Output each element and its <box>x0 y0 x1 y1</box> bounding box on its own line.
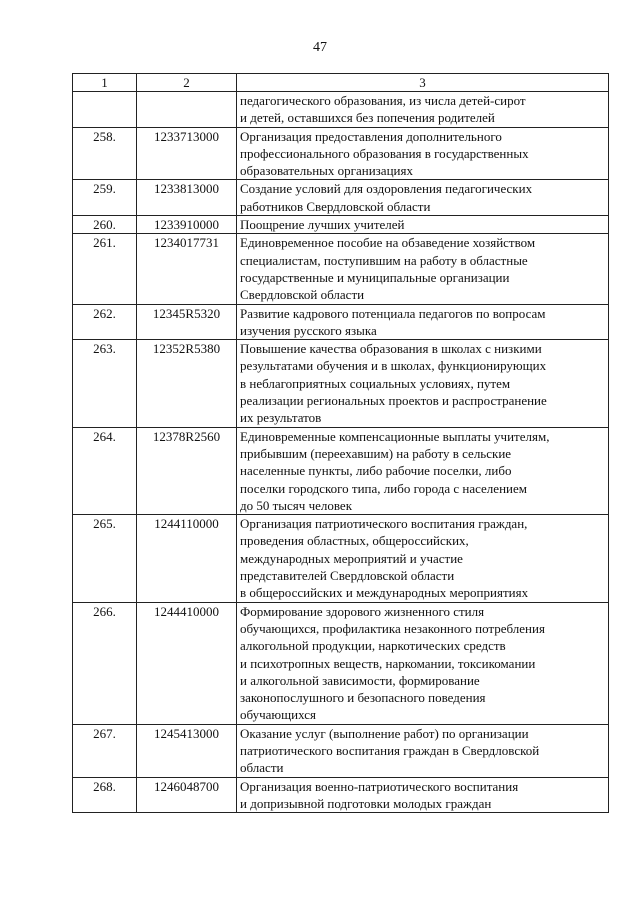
description-line: и психотропных веществ, наркомании, токсикомании <box>240 655 536 671</box>
row-number-cell: 258. <box>73 127 137 180</box>
description-line: Единовременное пособие на обзаведение хозяйством <box>240 235 536 251</box>
description-cell <box>237 216 609 234</box>
row-number-cell: 268. <box>73 777 137 813</box>
budget-code-cell: 12378R2560 <box>137 427 237 514</box>
description-line: области <box>240 760 284 776</box>
row-number-cell: 267. <box>73 724 137 777</box>
description-line: Развитие кадрового потенциала педагогов по вопросам <box>240 305 546 321</box>
description-line: Повышение качества образования в школах с низкими <box>240 341 542 357</box>
budget-code-cell: 12352R5380 <box>137 340 237 427</box>
description-line: до 50 тысяч человек <box>240 497 353 513</box>
description-line: государственные и муниципальные организации <box>240 269 510 285</box>
row-number-cell: 264. <box>73 427 137 514</box>
description-line: их результатов <box>240 410 322 426</box>
table-body <box>73 92 609 813</box>
row-number-cell <box>73 92 137 128</box>
description-line: Свердловской области <box>240 287 365 303</box>
description-line: и детей, оставшихся без попечения родителей <box>240 110 495 126</box>
description-line: международных мероприятий и участие <box>240 550 463 566</box>
table-row <box>73 427 609 514</box>
description-cell <box>237 234 609 304</box>
budget-code-cell <box>137 92 237 128</box>
description-cell <box>237 127 609 180</box>
row-number-cell: 262. <box>73 304 137 340</box>
table-row <box>73 304 609 340</box>
description-line: в неблагоприятных социальных условиях, путем <box>240 375 511 391</box>
description-line: Поощрение лучших учителей <box>240 217 405 233</box>
budget-code-cell: 12345R5320 <box>137 304 237 340</box>
row-number-cell: 266. <box>73 602 137 724</box>
description-line: Организация военно-патриотического воспитания <box>240 778 519 794</box>
budget-code-cell: 1233713000 <box>137 127 237 180</box>
description-line: Формирование здорового жизненного стиля <box>240 603 485 619</box>
description-line: профессионального образования в государственных <box>240 145 529 161</box>
table-row <box>73 724 609 777</box>
description-cell <box>237 515 609 602</box>
description-line: специалистам, поступившим на работу в областные <box>240 252 528 268</box>
column-header-1: 1 <box>73 74 137 92</box>
table-header-row <box>73 74 609 92</box>
description-cell <box>237 777 609 813</box>
budget-code-cell: 1244410000 <box>137 602 237 724</box>
description-line: реализации региональных проектов и распространение <box>240 393 547 409</box>
table-row <box>73 234 609 304</box>
description-line: населенные пункты, либо рабочие поселки, либо <box>240 463 512 479</box>
table-row <box>73 92 609 128</box>
description-line: в общероссийских и международных мероприятиях <box>240 585 529 601</box>
description-line: обучающихся, профилактика незаконного потребления <box>240 620 545 636</box>
table-row <box>73 216 609 234</box>
description-line: Единовременные компенсационные выплаты учителям, <box>240 428 550 444</box>
budget-code-cell: 1233910000 <box>137 216 237 234</box>
description-line: поселки городского типа, либо города с населением <box>240 480 527 496</box>
description-line: образовательных организациях <box>240 163 413 179</box>
description-line: законопослушного и безопасного поведения <box>240 690 486 706</box>
budget-code-cell: 1233813000 <box>137 180 237 216</box>
description-line: работников Свердловской области <box>240 198 431 214</box>
row-number-cell: 259. <box>73 180 137 216</box>
description-cell <box>237 427 609 514</box>
table-row <box>73 515 609 602</box>
table-row <box>73 180 609 216</box>
column-header-2: 2 <box>137 74 237 92</box>
row-number-cell: 263. <box>73 340 137 427</box>
description-line: изучения русского языка <box>240 322 377 338</box>
budget-code-cell: 1244110000 <box>137 515 237 602</box>
description-cell <box>237 92 609 128</box>
description-line: обучающихся <box>240 707 316 723</box>
description-cell <box>237 180 609 216</box>
budget-code-cell: 1245413000 <box>137 724 237 777</box>
description-line: патриотического воспитания граждан в Свердловской <box>240 742 540 758</box>
description-line: проведения областных, общероссийских, <box>240 533 469 549</box>
description-line: педагогического образования, из числа детей-сирот <box>240 93 526 108</box>
description-line: результатами обучения и в школах, функционирующих <box>240 358 547 374</box>
description-line: Организация предоставления дополнительного <box>240 128 502 144</box>
description-line: и допризывной подготовки молодых граждан <box>240 795 492 811</box>
table-row <box>73 127 609 180</box>
description-cell <box>237 304 609 340</box>
row-number-cell: 260. <box>73 216 137 234</box>
budget-code-table <box>72 73 609 813</box>
description-cell <box>237 602 609 724</box>
column-header-3: 3 <box>237 74 609 92</box>
table-row <box>73 340 609 427</box>
description-cell <box>237 340 609 427</box>
description-line: представителей Свердловской области <box>240 568 455 584</box>
row-number-cell: 261. <box>73 234 137 304</box>
budget-code-cell: 1234017731 <box>137 234 237 304</box>
description-line: Создание условий для оздоровления педагогических <box>240 181 533 197</box>
description-line: Оказание услуг (выполнение работ) по организации <box>240 725 529 741</box>
row-number-cell: 265. <box>73 515 137 602</box>
table-row <box>73 602 609 724</box>
table-row <box>73 777 609 813</box>
description-line: и алкогольной зависимости, формирование <box>240 672 480 688</box>
description-line: Организация патриотического воспитания граждан, <box>240 516 528 532</box>
description-cell <box>237 724 609 777</box>
budget-code-cell: 1246048700 <box>137 777 237 813</box>
page-number: 47 <box>313 40 327 55</box>
description-line: алкогольной продукции, наркотических средств <box>240 638 506 654</box>
description-line: прибывшим (переехавшим) на работу в сельские <box>240 445 512 461</box>
